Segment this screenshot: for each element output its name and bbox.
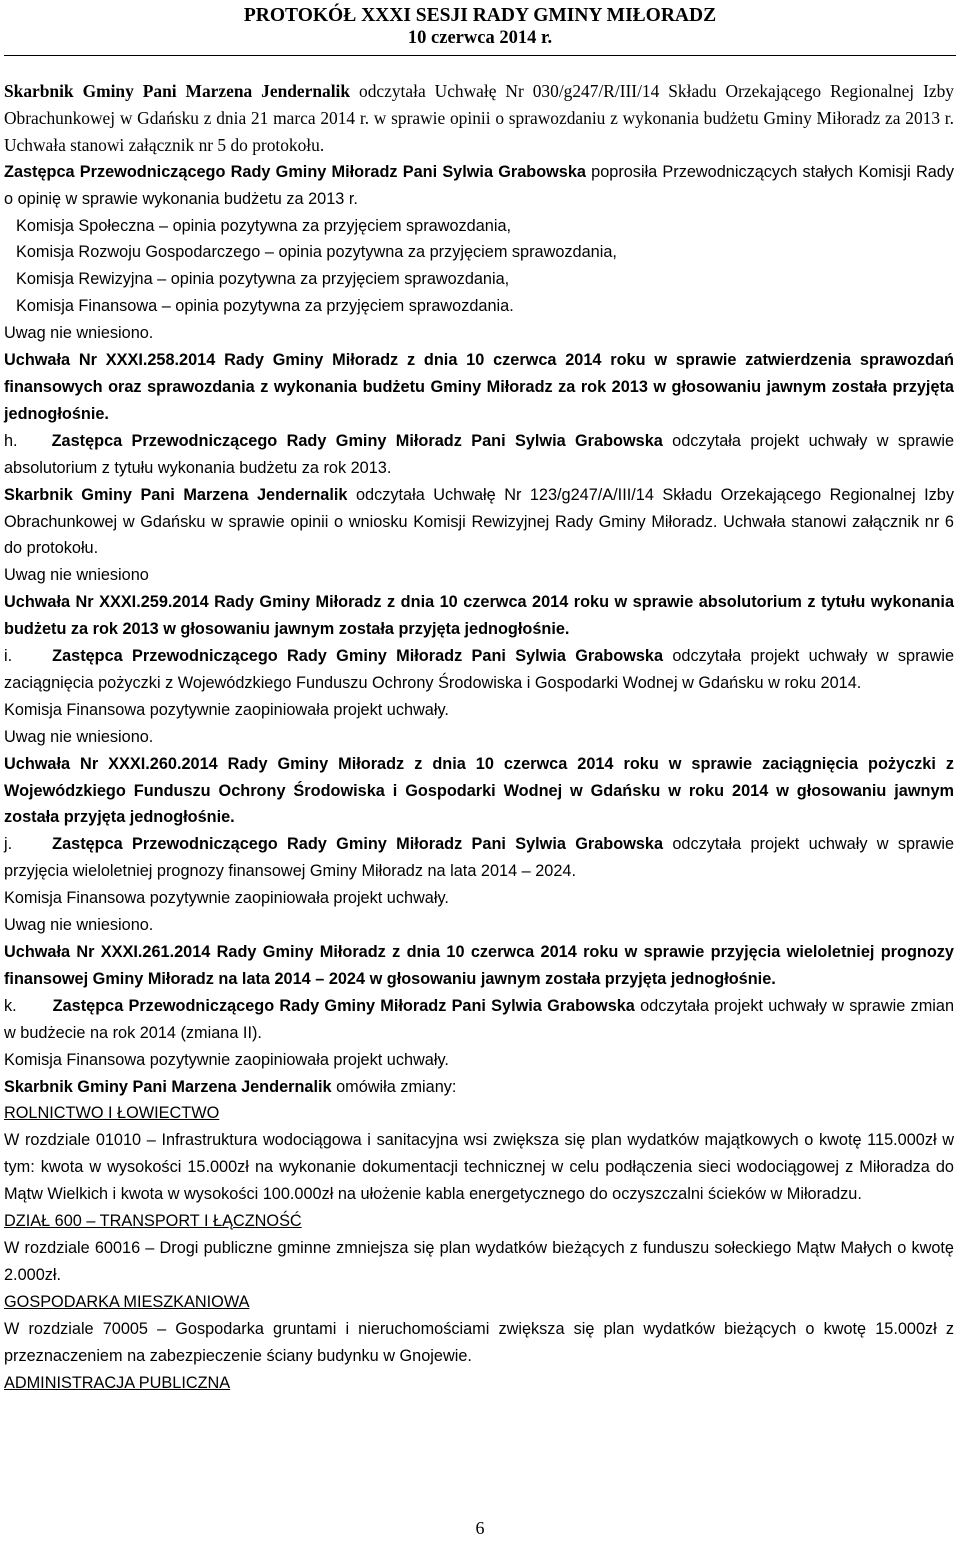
resolution-259: Uchwała Nr XXXI.259.2014 Rady Gminy Miłoradz z dnia 10 czerwca 2014 roku w sprawie absolutorium z tytułu wykonania budżetu za rok 2013 w głosowaniu jawnym została przyjęta jednogłośnie.	[4, 593, 954, 639]
item-j	[4, 831, 954, 885]
paragraph-text: odczytała Uchwałę Nr 123/g247/A/III/14 Składu Orzekającego Regionalnej Izby Obrachunkowej w Gdańsku w sprawie opinii o wniosku Komisji Rewizyjnej Rady Gminy Miłoradz. Uchwała stanowi załącznik nr 6 do protokołu.	[4, 485, 954, 558]
section-heading-administration: ADMINISTRACJA PUBLICZNA	[4, 1373, 231, 1392]
item-label: i.	[4, 647, 13, 666]
finance-committee-opinion: Komisja Finansowa pozytywnie zaopiniowała projekt uchwały.	[4, 889, 449, 908]
paragraph-committee-request	[4, 159, 954, 213]
speaker-name: Skarbnik Gminy Pani Marzena Jendernalik	[4, 1077, 332, 1096]
item-label: j.	[4, 835, 13, 854]
finance-committee-opinion: Komisja Finansowa pozytywnie zaopiniowała projekt uchwały.	[4, 1050, 449, 1069]
paragraph-text: odczytała projekt uchwały w sprawie przyjęcia wieloletniej prognozy finansowej Gminy Miłoradz na lata 2014 – 2024.	[4, 835, 954, 881]
no-objections: Uwag nie wniesiono	[4, 566, 149, 585]
resolution-258: Uchwała Nr XXXI.258.2014 Rady Gminy Miłoradz z dnia 10 czerwca 2014 roku w sprawie zatwierdzenia sprawozdań finansowych oraz sprawozdania z wykonania budżetu Gminy Miłoradz za rok 2013 w głosowaniu jawnym została przyjęta jednogłośnie.	[4, 351, 954, 423]
item-h	[4, 428, 954, 482]
item-i	[4, 643, 954, 697]
section-heading-transport: DZIAŁ 600 – TRANSPORT I ŁĄCZNOŚĆ	[4, 1212, 302, 1231]
section-text-transport: W rozdziale 60016 – Drogi publiczne gminne zmniejsza się plan wydatków bieżących z funduszu sołeckiego Mątw Małych o kwotę 2.000zł.	[4, 1238, 954, 1284]
paragraph-text: odczytała projekt uchwały w sprawie absolutorium z tytułu wykonania budżetu za rok 2013.	[4, 431, 955, 477]
item-label: k.	[4, 996, 17, 1015]
document-date: 10 czerwca 2014 r.	[407, 28, 553, 48]
speaker-name: Zastępca Przewodniczącego Rady Gminy Miłoradz Pani Sylwia Grabowska	[52, 996, 635, 1015]
speaker-name: Skarbnik Gminy Pani Marzena Jendernalik	[4, 81, 351, 101]
paragraph-text: odczytała Uchwałę Nr 030/g247/R/III/14 Składu Orzekającego Regionalnej Izby Obrachunkowej w Gdańsku z dnia 21 marca 2014 r. w sprawie opinii o sprawozdaniu z wykonania budżetu Gminy Miłoradz za 2013 r. Uchwała stanowi załącznik nr 5 do protokołu.	[4, 81, 954, 155]
resolution-260: Uchwała Nr XXXI.260.2014 Rady Gminy Miłoradz z dnia 10 czerwca 2014 roku w sprawie zaciągnięcia pożyczki z Wojewódzkiego Funduszu Ochrony Środowiska i Gospodarki Wodnej w Gdańsku w roku 2014 w głosowaniu jawnym została przyjęta jednogłośnie.	[4, 754, 954, 827]
speaker-name: Zastępca Przewodniczącego Rady Gminy Miłoradz Pani Sylwia Grabowska	[51, 431, 663, 450]
paragraph-treasurer-opinion-2	[4, 482, 954, 563]
paragraph-treasurer-changes	[4, 1074, 954, 1101]
section-heading-agriculture: ROLNICTWO I ŁOWIECTWO	[4, 1104, 220, 1123]
no-objections: Uwag nie wniesiono.	[4, 324, 154, 343]
speaker-name: Zastępca Przewodniczącego Rady Gminy Miłoradz Pani Sylwia Grabowska	[52, 835, 664, 854]
paragraph-treasurer-opinion	[4, 78, 954, 159]
header-divider	[4, 55, 956, 56]
section-text-housing: W rozdziale 70005 – Gospodarka gruntami i nieruchomościami zwiększa się plan wydatków bieżących o kwotę 15.000zł z przeznaczeniem na zabezpieczenie ściany budynku w Gnojewie.	[4, 1319, 954, 1365]
page-header	[0, 4, 960, 50]
speaker-name: Zastępca Przewodniczącego Rady Gminy Miłoradz Pani Sylwia Grabowska	[52, 647, 664, 666]
item-k	[4, 993, 954, 1047]
speaker-name: Zastępca Przewodniczącego Rady Gminy Miłoradz Pani Sylwia Grabowska	[4, 162, 586, 181]
committee-opinion: Komisja Społeczna – opinia pozytywna za przyjęciem sprawozdania,	[16, 216, 512, 235]
resolution-261: Uchwała Nr XXXI.261.2014 Rady Gminy Miłoradz z dnia 10 czerwca 2014 roku w sprawie przyjęcia wieloletniej prognozy finansowej Gminy Miłoradz na lata 2014 – 2024 w głosowaniu jawnym została przyjęta jednogłośnie.	[4, 943, 954, 988]
committee-opinion: Komisja Finansowa – opinia pozytywna za przyjęciem sprawozdania.	[16, 297, 514, 316]
paragraph-text: omówiła zmiany:	[331, 1077, 457, 1096]
speaker-name: Skarbnik Gminy Pani Marzena Jendernalik	[4, 485, 348, 504]
section-text-agriculture: W rozdziale 01010 – Infrastruktura wodociągowa i sanitacyjna wsi zwiększa się plan wydatków majątkowych o kwotę 115.000zł w tym: kwota w wysokości 15.000zł na wykonanie dokumentacji technicznej w celu podłączenia sieci wodociągowej z Miłoradza do Mątw Wielkich i kwota w wysokości 100.000zł na ułożenie kabla energetycznego do oczyszczalni ścieków w Miłoradzu.	[4, 1131, 954, 1204]
paragraph-text: odczytała projekt uchwały w sprawie zaciągnięcia pożyczki z Wojewódzkiego Funduszu Ochrony Środowiska i Gospodarki Wodnej w Gdańsku w roku 2014.	[4, 647, 954, 692]
section-heading-housing: GOSPODARKA MIESZKANIOWA	[4, 1292, 250, 1311]
committee-opinion: Komisja Rozwoju Gospodarczego – opinia pozytywna za przyjęciem sprawozdania,	[16, 243, 617, 262]
no-objections: Uwag nie wniesiono.	[4, 727, 154, 746]
committee-opinion: Komisja Rewizyjna – opinia pozytywna za przyjęciem sprawozdania,	[16, 270, 510, 289]
document-body	[4, 78, 954, 1396]
paragraph-text: poprosiła Przewodniczących stałych Komisji Rady o opinię w sprawie wykonania budżetu za 2013 r.	[4, 162, 954, 208]
no-objections: Uwag nie wniesiono.	[4, 916, 154, 935]
finance-committee-opinion: Komisja Finansowa pozytywnie zaopiniowała projekt uchwały.	[4, 700, 449, 719]
page-number: 6	[475, 1518, 485, 1538]
paragraph-text: odczytała projekt uchwały w sprawie zmian w budżecie na rok 2014 (zmiana II).	[4, 996, 955, 1042]
document-title: PROTOKÓŁ XXXI SESJI RADY GMINY MIŁORADZ	[243, 5, 717, 26]
item-label: h.	[4, 431, 18, 450]
